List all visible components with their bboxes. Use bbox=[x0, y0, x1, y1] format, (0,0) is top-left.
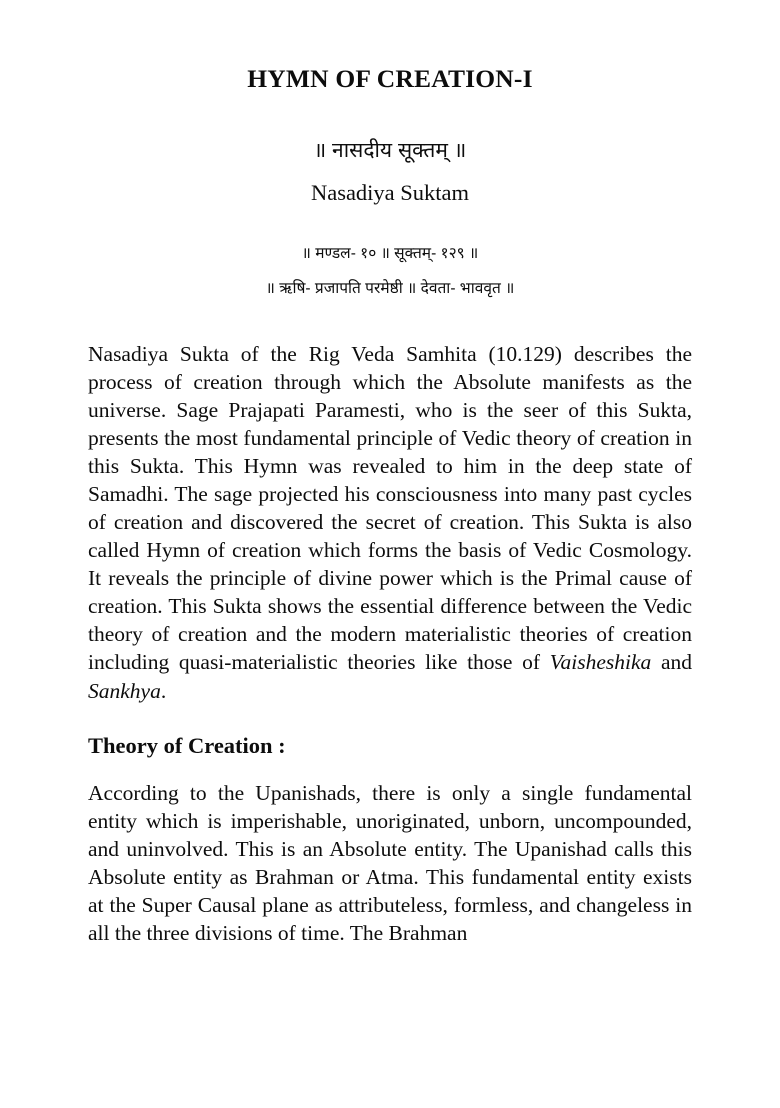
section-heading-theory-of-creation: Theory of Creation : bbox=[88, 732, 286, 758]
term-vaisheshika: Vaisheshika bbox=[549, 650, 652, 675]
intro-text-part3: . bbox=[160, 678, 167, 703]
term-sankhya: Sankhya bbox=[88, 678, 161, 703]
intro-text-part2: and bbox=[651, 650, 692, 675]
reference-line-rishi-devata: ॥ ऋषि- प्रजापति परमेष्ठी ॥ देवता- भाववृत ॥ bbox=[265, 279, 515, 297]
intro-text-part1: Nasadiya Sukta of the Rig Veda Samhita (10.129) describes the process of creation through which the Absolute manifests as the universe. Sage Prajapati Paramesti, who is the seer of this Sukta, presents the most fundamental principle of Vedic theory of creation in this Sukta. This Hymn was revealed to him in the deep state of Samadhi. The sage projected his consciousness into many past cycles of creation and discovered the secret of creation. This Sukta is also called Hymn of creation which forms the basis of Vedic Cosmology. It reveals the principle of divine power which is the Primal cause of creation. This Sukta shows the essential difference between the Vedic theory of creation and the modern materialistic theories of creation including quasi-materialistic theories like those of bbox=[88, 341, 692, 675]
sanskrit-title: ॥ नासदीय सूक्तम् ॥ bbox=[313, 139, 467, 162]
page-title: HYMN OF CREATION-I bbox=[247, 64, 533, 93]
reference-line-mandala-sukta: ॥ मण्डल- १० ॥ सूक्तम्- १२९ ॥ bbox=[301, 245, 479, 263]
theory-paragraph: According to the Upanishads, there is only a single fundamental entity which is imperishable, unoriginated, unborn, uncompounded, and uninvolved. This is an Absolute entity. The Upanishad calls this Absolute entity as Brahman or Atma. This fundamental entity exists at the Super Causal plane as attributeless, formless, and changeless in all the three divisions of time. The Brahman bbox=[88, 780, 692, 945]
intro-paragraph bbox=[88, 298, 692, 705]
transliteration-title: Nasadiya Suktam bbox=[310, 180, 470, 206]
